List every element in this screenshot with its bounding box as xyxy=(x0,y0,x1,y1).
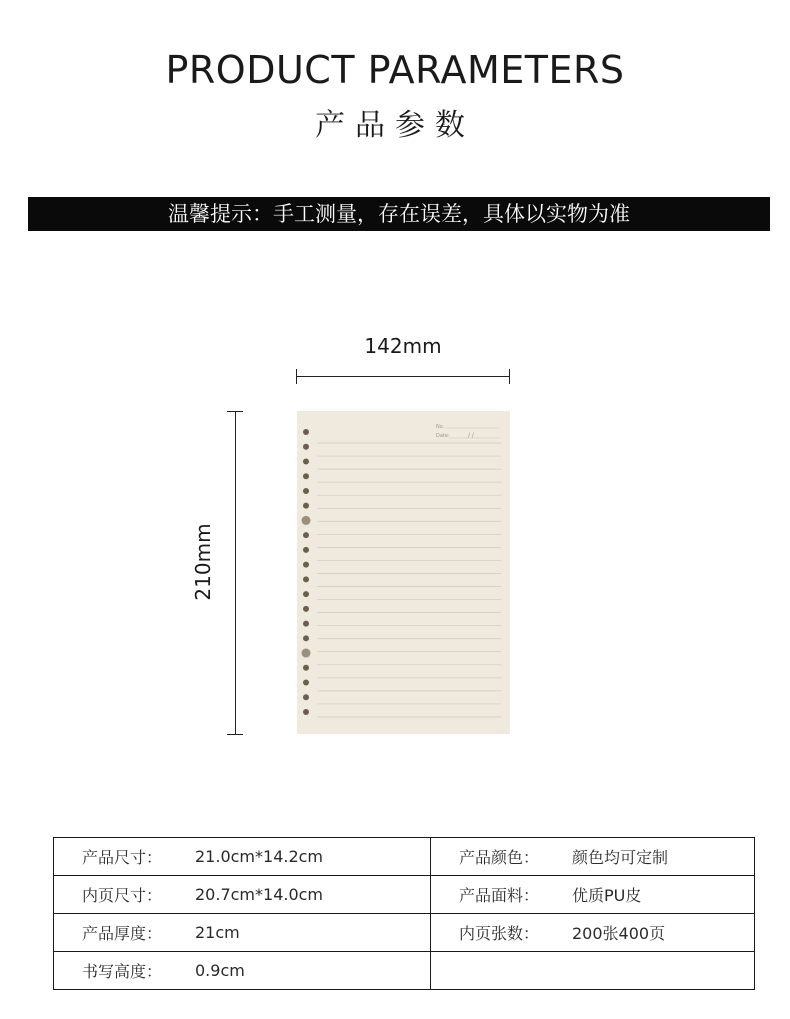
param-value: 颜色均可定制 xyxy=(572,848,669,867)
param-value: 0.9cm xyxy=(195,961,245,980)
notebook-page-image xyxy=(297,411,510,734)
param-label: 产品厚度： xyxy=(82,924,163,943)
page-punch-hole xyxy=(302,516,311,525)
param-cell-content xyxy=(54,876,430,913)
param-label: 内页尺寸： xyxy=(82,886,163,905)
page-punch-hole xyxy=(303,621,309,627)
param-cell-left xyxy=(54,914,431,952)
parameters-table xyxy=(53,837,755,990)
page-punch-hole xyxy=(303,680,309,686)
page-date-label: Date: xyxy=(436,433,450,439)
page-date-slashes: / / xyxy=(468,432,474,439)
page-punch-hole xyxy=(303,694,309,700)
page-punch-hole xyxy=(303,591,309,597)
param-cell-content xyxy=(54,838,430,875)
param-cell-right xyxy=(431,876,755,914)
page-no-label: No. xyxy=(436,424,445,430)
param-row xyxy=(54,838,755,876)
height-dimension-label: 210mm xyxy=(191,523,215,601)
width-dimension-label: 142mm xyxy=(364,334,442,358)
param-cell-content xyxy=(54,952,430,989)
page-punch-hole xyxy=(303,458,309,464)
width-dimension-line xyxy=(296,376,510,377)
height-dimension-cap-bottom xyxy=(227,734,243,735)
page-punch-hole xyxy=(303,709,309,715)
parameters-table-body xyxy=(54,838,755,990)
page-punch-hole xyxy=(303,547,309,553)
param-value: 21cm xyxy=(195,923,240,942)
param-row xyxy=(54,952,755,990)
param-value: 20.7cm*14.0cm xyxy=(195,885,324,904)
height-dimension-cap-top xyxy=(227,411,243,412)
page-punch-hole xyxy=(303,576,309,582)
param-row xyxy=(54,914,755,952)
param-cell-content xyxy=(431,838,754,875)
param-cell-right xyxy=(431,914,755,952)
param-label: 产品尺寸： xyxy=(82,848,163,867)
param-cell-right xyxy=(431,952,755,990)
param-value: 优质PU皮 xyxy=(572,886,642,905)
param-label: 书写高度： xyxy=(82,962,163,981)
param-cell-left xyxy=(54,838,431,876)
param-cell-right xyxy=(431,838,755,876)
page-punch-hole xyxy=(302,649,311,658)
height-dimension-line xyxy=(235,411,236,735)
param-value: 200张400页 xyxy=(572,924,666,943)
param-cell-left xyxy=(54,952,431,990)
param-row xyxy=(54,876,755,914)
param-cell-left xyxy=(54,876,431,914)
notebook-page-drawing xyxy=(297,411,510,734)
page-punch-hole xyxy=(303,606,309,612)
page-punch-hole xyxy=(303,635,309,641)
page-punch-hole xyxy=(303,473,309,479)
page-punch-hole xyxy=(303,532,309,538)
param-cell-content xyxy=(431,952,754,989)
page-punch-hole xyxy=(303,488,309,494)
param-cell-content xyxy=(54,914,430,951)
param-label: 产品面料： xyxy=(459,886,540,905)
notice-text: 温馨提示：手工测量，存在误差，具体以实物为准 xyxy=(168,202,630,226)
width-dimension-cap-left xyxy=(296,369,297,384)
page-punch-hole xyxy=(303,444,309,450)
param-value: 21.0cm*14.2cm xyxy=(195,847,324,866)
page-punch-hole xyxy=(303,562,309,568)
page-title: PRODUCT PARAMETERS xyxy=(165,48,625,92)
page-punch-hole xyxy=(303,665,309,671)
page-punch-hole xyxy=(303,429,309,435)
param-cell-content xyxy=(431,876,754,913)
notice-banner xyxy=(28,197,770,231)
param-cell-content xyxy=(431,914,754,951)
param-label: 内页张数： xyxy=(459,924,540,943)
page-punch-hole xyxy=(303,503,309,509)
width-dimension-cap-right xyxy=(509,369,510,384)
page-subtitle: 产品参数 xyxy=(315,108,475,143)
param-label: 产品颜色： xyxy=(459,848,540,867)
